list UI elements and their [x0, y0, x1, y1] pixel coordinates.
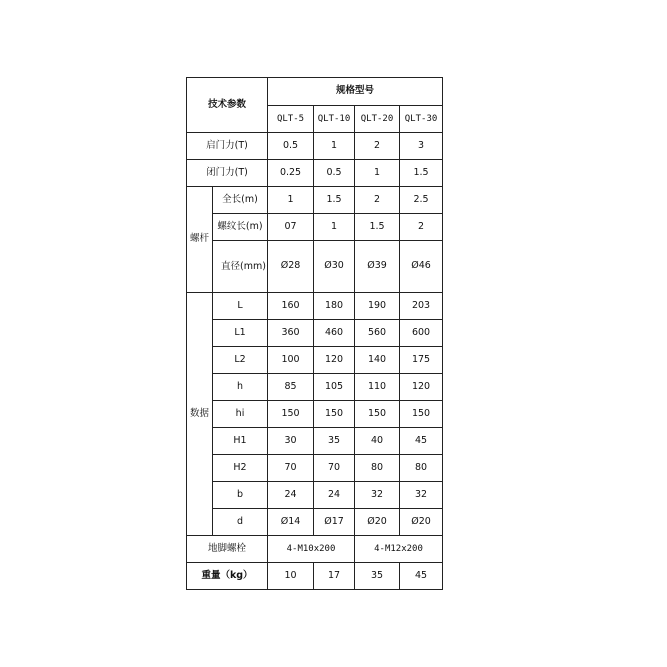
table-row — [187, 160, 443, 187]
cell: 70 — [268, 455, 314, 482]
cell: Ø46 — [400, 241, 443, 293]
spec-table — [186, 77, 443, 590]
model-header: QLT-10 — [314, 106, 355, 133]
cell: 150 — [355, 401, 400, 428]
cell: 2.5 — [400, 187, 443, 214]
header-row — [187, 78, 443, 106]
table-row — [187, 320, 443, 347]
row-label: 地脚螺栓 — [187, 536, 268, 563]
table-row — [187, 133, 443, 160]
cell: 110 — [355, 374, 400, 401]
spec-model-header: 规格型号 — [268, 78, 443, 106]
cell: Ø30 — [314, 241, 355, 293]
cell: 600 — [400, 320, 443, 347]
cell: 80 — [355, 455, 400, 482]
cell: 85 — [268, 374, 314, 401]
cell: 2 — [355, 133, 400, 160]
cell: 120 — [314, 347, 355, 374]
cell: 07 — [268, 214, 314, 241]
cell: 70 — [314, 455, 355, 482]
row-label: H2 — [213, 455, 268, 482]
row-label: h — [213, 374, 268, 401]
cell: 203 — [400, 293, 443, 320]
cell: 3 — [400, 133, 443, 160]
cell: 24 — [314, 482, 355, 509]
cell: 10 — [268, 563, 314, 590]
cell: 360 — [268, 320, 314, 347]
row-label: H1 — [213, 428, 268, 455]
model-header: QLT-30 — [400, 106, 443, 133]
cell: 160 — [268, 293, 314, 320]
cell: 80 — [400, 455, 443, 482]
row-label: b — [213, 482, 268, 509]
cell: Ø14 — [268, 509, 314, 536]
row-label: 闭门力(T) — [187, 160, 268, 187]
table-row — [187, 455, 443, 482]
cell: 4-M10x200 — [268, 536, 355, 563]
cell: 180 — [314, 293, 355, 320]
cell: 100 — [268, 347, 314, 374]
cell: 0.25 — [268, 160, 314, 187]
cell: 30 — [268, 428, 314, 455]
cell: 140 — [355, 347, 400, 374]
cell: 150 — [268, 401, 314, 428]
cell: 1 — [268, 187, 314, 214]
cell: 32 — [355, 482, 400, 509]
row-label: 启门力(T) — [187, 133, 268, 160]
cell: 120 — [400, 374, 443, 401]
cell: 1.5 — [314, 187, 355, 214]
cell: 32 — [400, 482, 443, 509]
cell: 190 — [355, 293, 400, 320]
row-label: 直径(mm) — [213, 241, 268, 293]
group-label-data: 数据 — [187, 293, 213, 536]
cell: 175 — [400, 347, 443, 374]
cell: 1.5 — [400, 160, 443, 187]
table-row — [187, 482, 443, 509]
row-label: 重量（kg） — [187, 563, 268, 590]
cell: 17 — [314, 563, 355, 590]
cell: 0.5 — [314, 160, 355, 187]
row-label: hi — [213, 401, 268, 428]
row-label: 螺纹长(m) — [213, 214, 268, 241]
cell: Ø39 — [355, 241, 400, 293]
table-row — [187, 563, 443, 590]
row-label: 全长(m) — [213, 187, 268, 214]
cell: 1.5 — [355, 214, 400, 241]
tech-params-header: 技术参数 — [187, 78, 268, 133]
table-row — [187, 428, 443, 455]
cell: 0.5 — [268, 133, 314, 160]
cell: 560 — [355, 320, 400, 347]
cell: Ø17 — [314, 509, 355, 536]
cell: 35 — [355, 563, 400, 590]
row-label: L1 — [213, 320, 268, 347]
cell: 1 — [314, 214, 355, 241]
cell: 150 — [400, 401, 443, 428]
cell: 2 — [400, 214, 443, 241]
table-row — [187, 214, 443, 241]
cell: 1 — [355, 160, 400, 187]
group-label-screw: 螺杆 — [187, 187, 213, 293]
cell: 150 — [314, 401, 355, 428]
cell: Ø20 — [355, 509, 400, 536]
cell: Ø20 — [400, 509, 443, 536]
table-row — [187, 536, 443, 563]
cell: 45 — [400, 563, 443, 590]
cell: 35 — [314, 428, 355, 455]
row-label: d — [213, 509, 268, 536]
table-row — [187, 293, 443, 320]
table-row — [187, 241, 443, 293]
cell: 2 — [355, 187, 400, 214]
cell: 24 — [268, 482, 314, 509]
row-label: L2 — [213, 347, 268, 374]
cell: 105 — [314, 374, 355, 401]
table-row — [187, 509, 443, 536]
table-row — [187, 187, 443, 214]
model-header: QLT-20 — [355, 106, 400, 133]
cell: 460 — [314, 320, 355, 347]
row-label: L — [213, 293, 268, 320]
model-header: QLT-5 — [268, 106, 314, 133]
cell: 45 — [400, 428, 443, 455]
table-row — [187, 374, 443, 401]
table-row — [187, 347, 443, 374]
cell: 1 — [314, 133, 355, 160]
cell: 40 — [355, 428, 400, 455]
table-row — [187, 401, 443, 428]
cell: 4-M12x200 — [355, 536, 443, 563]
cell: Ø28 — [268, 241, 314, 293]
